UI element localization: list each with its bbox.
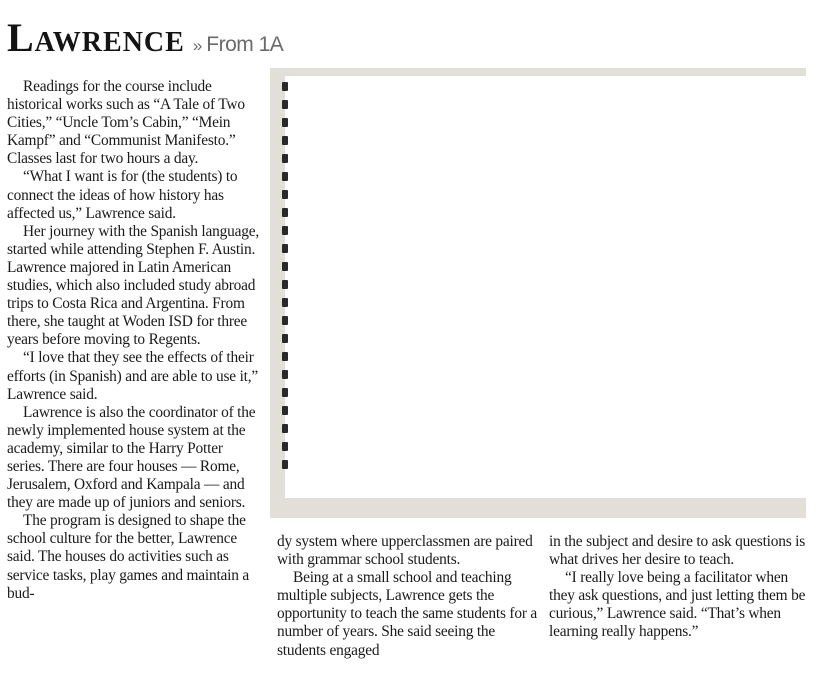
jump-arrow-icon: » bbox=[192, 36, 203, 55]
article-column-3 bbox=[549, 533, 808, 642]
page-header bbox=[7, 14, 283, 64]
article-column-1 bbox=[7, 78, 261, 603]
paragraph-continued: dy system where upperclassmen are paired with grammar school students. bbox=[277, 533, 533, 569]
paragraph-continued: in the subject and desire to ask questions is what drives her desire to teach. bbox=[549, 533, 806, 569]
paragraph: “I love that they see the effects of their efforts (in Spanish) and are able to use it,” Lawrence said. bbox=[7, 349, 258, 403]
paragraph: Her journey with the Spanish language, started while attending Stephen F. Austin. Lawrence majored in Latin American studies, which also included study abroad trips to Costa Rica and Argentina. From there, she taught at Woden ISD for three years before moving to Regents. bbox=[7, 222, 260, 349]
article-column-2 bbox=[277, 533, 538, 660]
photo-edge-artifact bbox=[282, 82, 290, 502]
headline: Lawrence bbox=[7, 15, 185, 60]
paragraph: Lawrence is also the coordinator of the newly implemented house system at the academy, similar to the Harry Potter series. There are four houses — Rome, Jerusalem, Oxford and Kampala — and they are made up of juniors and seniors. bbox=[7, 403, 256, 512]
paragraph: “I really love being a facilitator when they ask questions, and just letting them be curious,” Lawrence said. “That’s when learning really happens.” bbox=[549, 569, 806, 641]
paragraph: Being at a small school and teaching multiple subjects, Lawrence gets the opportunity to teach the same students for a number of years. She said seeing the students engaged bbox=[277, 569, 538, 659]
paragraph: “What I want is for (the students) to connect the ideas of how history has affected us,” Lawrence said. bbox=[7, 168, 238, 222]
paragraph: The program is designed to shape the school culture for the better, Lawrence said. The houses do activities such as service tasks, play games and maintain a bud- bbox=[7, 512, 250, 602]
article-photo bbox=[285, 76, 806, 498]
paragraph: Readings for the course include historical works such as “A Tale of Two Cities,” “Uncle Tom’s Cabin,” “Mein Kampf” and “Communist Manifesto.” Classes last for two hours a day. bbox=[7, 78, 245, 168]
jump-line: From 1A bbox=[206, 33, 284, 56]
